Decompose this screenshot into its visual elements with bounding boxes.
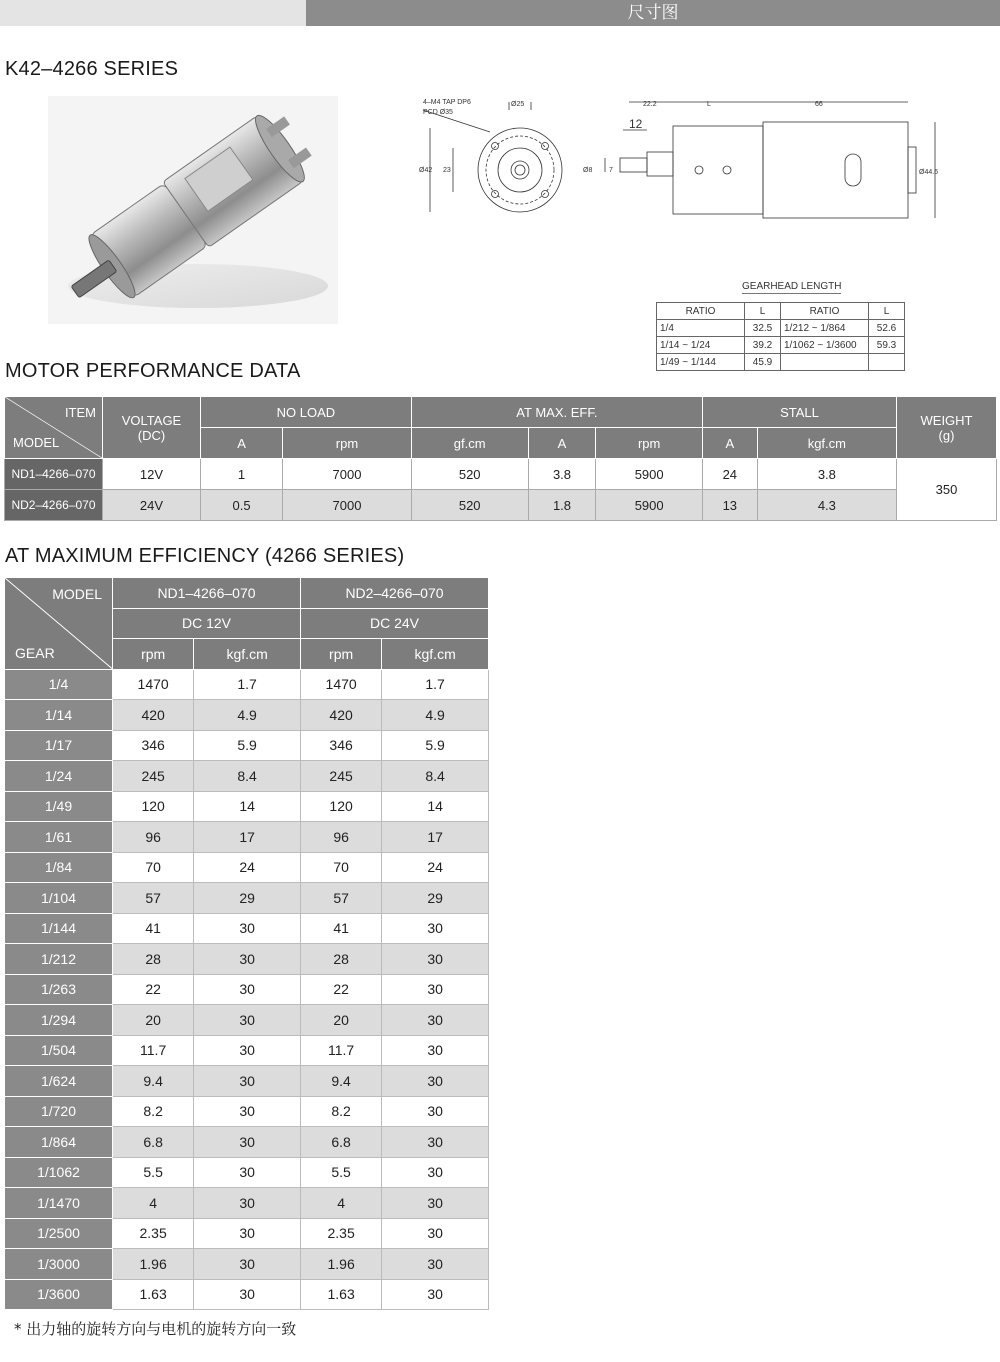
value-cell: 17 xyxy=(382,822,489,853)
value-cell: 14 xyxy=(382,791,489,822)
perf-title: MOTOR PERFORMANCE DATA xyxy=(5,360,301,382)
top-band-left xyxy=(0,0,306,26)
gear-cell: 1/294 xyxy=(5,1005,113,1036)
value-cell: 8.4 xyxy=(194,761,301,792)
value-cell: 1.7 xyxy=(194,669,301,700)
eff-title: AT MAXIMUM EFFICIENCY (4266 SERIES) xyxy=(5,545,405,567)
gear-cell: 1/2500 xyxy=(5,1218,113,1249)
value-cell: 1.96 xyxy=(300,1249,381,1280)
value-cell: 30 xyxy=(194,1035,301,1066)
value-cell: 4 xyxy=(300,1188,381,1219)
voltage-label: VOLTAGE xyxy=(121,412,182,428)
dim12-label: 12 xyxy=(629,117,643,131)
gear-cell: 1/84 xyxy=(5,852,113,883)
glt-cell: 52.6 xyxy=(869,320,905,337)
value-cell: 30 xyxy=(382,1035,489,1066)
value-cell: 30 xyxy=(382,1096,489,1127)
gearhead-length-table xyxy=(656,302,905,371)
sub-header: rpm xyxy=(283,428,412,459)
value-cell: 8.2 xyxy=(113,1096,194,1127)
weight-cell: 350 xyxy=(897,459,997,521)
value-cell: 96 xyxy=(113,822,194,853)
glt-cell: 59.3 xyxy=(869,337,905,354)
gear-cell: 1/263 xyxy=(5,974,113,1005)
model1-header: ND1–4266–070 xyxy=(113,578,301,609)
value-cell: 9.4 xyxy=(113,1066,194,1097)
value-cell: 420 xyxy=(300,700,381,731)
voltage-sub: (DC) xyxy=(137,427,166,443)
value-cell: 11.7 xyxy=(113,1035,194,1066)
cell: 1 xyxy=(201,459,283,490)
value-cell: 30 xyxy=(382,944,489,975)
series-title: K42–4266 SERIES xyxy=(5,58,179,80)
value-cell: 2.35 xyxy=(300,1218,381,1249)
dia44-label: Ø44.6 xyxy=(919,169,939,176)
cell: 7000 xyxy=(283,459,412,490)
dia25-label: Ø25 xyxy=(511,101,525,108)
value-cell: 30 xyxy=(194,1096,301,1127)
table-row xyxy=(5,459,997,490)
dc12-header: DC 12V xyxy=(113,608,301,639)
gear-cell: 1/3000 xyxy=(5,1249,113,1280)
dc24-header: DC 24V xyxy=(300,608,488,639)
table-row xyxy=(5,1035,489,1066)
dim7-label: 7 xyxy=(609,167,613,174)
gear-cell: 1/14 xyxy=(5,700,113,731)
glt-cell: 1/14 ~ 1/24 xyxy=(657,337,745,354)
glt-cell: 1/1062 ~ 1/3600 xyxy=(781,337,869,354)
model-cell: ND1–4266–070 xyxy=(5,459,103,490)
sub-header: rpm xyxy=(596,428,703,459)
value-cell: 30 xyxy=(382,1279,489,1310)
value-cell: 5.5 xyxy=(113,1157,194,1188)
value-cell: 245 xyxy=(300,761,381,792)
value-cell: 245 xyxy=(113,761,194,792)
kgf-header: kgf.cm xyxy=(382,639,489,670)
model-gear-header xyxy=(5,578,113,670)
gear-cell: 1/864 xyxy=(5,1127,113,1158)
value-cell: 30 xyxy=(382,1218,489,1249)
cell: 5900 xyxy=(596,490,703,521)
value-cell: 70 xyxy=(300,852,381,883)
gearhead-length-caption: GEARHEAD LENGTH xyxy=(742,281,842,292)
value-cell: 70 xyxy=(113,852,194,883)
weight-label: WEIGHT xyxy=(920,412,973,428)
gear-cell: 1/104 xyxy=(5,883,113,914)
efficiency-body xyxy=(5,669,489,1310)
value-cell: 57 xyxy=(300,883,381,914)
value-cell: 420 xyxy=(113,700,194,731)
value-cell: 30 xyxy=(382,1249,489,1280)
value-cell: 28 xyxy=(113,944,194,975)
value-cell: 9.4 xyxy=(300,1066,381,1097)
value-cell: 4 xyxy=(113,1188,194,1219)
footnote: * 出力轴的旋转方向与电机的旋转方向一致 xyxy=(14,1320,297,1338)
dia42-label: Ø42 xyxy=(419,167,433,174)
table-row xyxy=(5,669,489,700)
table-row xyxy=(5,1127,489,1158)
kgf-header: kgf.cm xyxy=(194,639,301,670)
table-row xyxy=(5,1279,489,1310)
value-cell: 346 xyxy=(113,730,194,761)
value-cell: 346 xyxy=(300,730,381,761)
table-row xyxy=(5,1066,489,1097)
voltage-header xyxy=(103,397,201,459)
value-cell: 2.35 xyxy=(113,1218,194,1249)
value-cell: 29 xyxy=(382,883,489,914)
glt-header: RATIO xyxy=(781,303,869,320)
value-cell: 30 xyxy=(382,1005,489,1036)
performance-table xyxy=(4,396,997,521)
glt-cell: 32.5 xyxy=(745,320,781,337)
table-row xyxy=(5,1005,489,1036)
value-cell: 22 xyxy=(113,974,194,1005)
table-row xyxy=(5,883,489,914)
value-cell: 30 xyxy=(194,913,301,944)
value-cell: 5.9 xyxy=(194,730,301,761)
cell: 520 xyxy=(411,459,528,490)
value-cell: 30 xyxy=(194,1157,301,1188)
table-row xyxy=(5,791,489,822)
cell: 1.8 xyxy=(528,490,596,521)
glt-cell xyxy=(869,354,905,371)
value-cell: 30 xyxy=(194,1066,301,1097)
value-cell: 29 xyxy=(194,883,301,914)
value-cell: 30 xyxy=(382,974,489,1005)
glt-cell: 45.9 xyxy=(745,354,781,371)
dia8-label: Ø8 xyxy=(583,167,593,174)
value-cell: 1.63 xyxy=(300,1279,381,1310)
value-cell: 24 xyxy=(382,852,489,883)
value-cell: 41 xyxy=(113,913,194,944)
gear-cell: 1/720 xyxy=(5,1096,113,1127)
value-cell: 1470 xyxy=(300,669,381,700)
value-cell: 1.63 xyxy=(113,1279,194,1310)
value-cell: 5.5 xyxy=(300,1157,381,1188)
glt-cell xyxy=(781,354,869,371)
table-row xyxy=(5,761,489,792)
value-cell: 30 xyxy=(194,1249,301,1280)
gear-cell: 1/1062 xyxy=(5,1157,113,1188)
gear-cell: 1/144 xyxy=(5,913,113,944)
value-cell: 30 xyxy=(194,1005,301,1036)
table-row xyxy=(5,1188,489,1219)
max-eff-header: AT MAX. EFF. xyxy=(411,397,702,428)
value-cell: 30 xyxy=(194,1188,301,1219)
cell: 0.5 xyxy=(201,490,283,521)
value-cell: 1.96 xyxy=(113,1249,194,1280)
value-cell: 120 xyxy=(300,791,381,822)
model2-header: ND2–4266–070 xyxy=(300,578,488,609)
page-header-title: 尺寸图 xyxy=(306,0,1000,26)
gear-cell: 1/504 xyxy=(5,1035,113,1066)
efficiency-table xyxy=(4,577,489,1310)
model-label: MODEL xyxy=(52,586,102,602)
motor-photo xyxy=(48,96,338,324)
cell: 3.8 xyxy=(757,459,896,490)
dim66-label: 66 xyxy=(815,101,823,108)
glt-row xyxy=(657,320,905,337)
table-row xyxy=(5,700,489,731)
no-load-header: NO LOAD xyxy=(201,397,412,428)
dim23-label: 23 xyxy=(443,167,451,174)
glt-cell: 39.2 xyxy=(745,337,781,354)
table-row xyxy=(5,913,489,944)
item-model-header xyxy=(5,397,103,459)
value-cell: 30 xyxy=(194,974,301,1005)
value-cell: 8.4 xyxy=(382,761,489,792)
cell: 7000 xyxy=(283,490,412,521)
value-cell: 17 xyxy=(194,822,301,853)
table-row xyxy=(5,944,489,975)
table-row xyxy=(5,730,489,761)
sub-header: kgf.cm xyxy=(757,428,896,459)
glt-row xyxy=(657,337,905,354)
gear-cell: 1/17 xyxy=(5,730,113,761)
value-cell: 120 xyxy=(113,791,194,822)
tap-label: 4–M4 TAP DP6 xyxy=(423,99,471,106)
value-cell: 11.7 xyxy=(300,1035,381,1066)
value-cell: 22 xyxy=(300,974,381,1005)
model-label: MODEL xyxy=(13,435,60,450)
glt-header: L xyxy=(869,303,905,320)
glt-header: RATIO xyxy=(657,303,745,320)
sub-header: A xyxy=(702,428,757,459)
weight-header xyxy=(897,397,997,459)
value-cell: 20 xyxy=(113,1005,194,1036)
table-row xyxy=(5,1096,489,1127)
sub-header: A xyxy=(201,428,283,459)
value-cell: 6.8 xyxy=(113,1127,194,1158)
value-cell: 30 xyxy=(382,1188,489,1219)
rpm-header: rpm xyxy=(113,639,194,670)
weight-sub: (g) xyxy=(938,427,955,443)
table-row xyxy=(5,822,489,853)
table-row xyxy=(5,852,489,883)
glt-cell: 1/212 ~ 1/864 xyxy=(781,320,869,337)
value-cell: 30 xyxy=(194,1279,301,1310)
cell: 12V xyxy=(103,459,201,490)
value-cell: 20 xyxy=(300,1005,381,1036)
value-cell: 5.9 xyxy=(382,730,489,761)
value-cell: 1.7 xyxy=(382,669,489,700)
value-cell: 30 xyxy=(382,913,489,944)
value-cell: 30 xyxy=(382,1066,489,1097)
stall-header: STALL xyxy=(702,397,896,428)
gear-cell: 1/49 xyxy=(5,791,113,822)
value-cell: 30 xyxy=(194,1127,301,1158)
gear-cell: 1/24 xyxy=(5,761,113,792)
rpm-header: rpm xyxy=(300,639,381,670)
value-cell: 28 xyxy=(300,944,381,975)
value-cell: 30 xyxy=(382,1157,489,1188)
value-cell: 4.9 xyxy=(382,700,489,731)
pcd-label: PCD Ø35 xyxy=(423,109,453,116)
value-cell: 30 xyxy=(194,944,301,975)
value-cell: 96 xyxy=(300,822,381,853)
table-row xyxy=(5,1249,489,1280)
glt-cell: 1/49 ~ 1/144 xyxy=(657,354,745,371)
table-row xyxy=(5,1218,489,1249)
dim22-label: 22.2 xyxy=(643,101,657,108)
table-row xyxy=(5,490,997,521)
value-cell: 30 xyxy=(194,1218,301,1249)
value-cell: 6.8 xyxy=(300,1127,381,1158)
value-cell: 4.9 xyxy=(194,700,301,731)
gear-cell: 1/624 xyxy=(5,1066,113,1097)
gear-cell: 1/212 xyxy=(5,944,113,975)
dimension-drawing xyxy=(415,92,945,232)
sub-header: gf.cm xyxy=(411,428,528,459)
table-row xyxy=(5,1157,489,1188)
cell: 520 xyxy=(411,490,528,521)
glt-cell: 1/4 xyxy=(657,320,745,337)
gear-label: GEAR xyxy=(15,644,55,661)
cell: 13 xyxy=(702,490,757,521)
cell: 4.3 xyxy=(757,490,896,521)
gear-cell: 1/4 xyxy=(5,669,113,700)
cell: 5900 xyxy=(596,459,703,490)
value-cell: 14 xyxy=(194,791,301,822)
cell: 3.8 xyxy=(528,459,596,490)
value-cell: 41 xyxy=(300,913,381,944)
sub-header: A xyxy=(528,428,596,459)
gear-cell: 1/61 xyxy=(5,822,113,853)
dimL-label: L xyxy=(707,101,711,108)
cell: 24 xyxy=(702,459,757,490)
table-row xyxy=(5,974,489,1005)
glt-row xyxy=(657,354,905,371)
value-cell: 1470 xyxy=(113,669,194,700)
item-label: ITEM xyxy=(64,405,96,420)
value-cell: 57 xyxy=(113,883,194,914)
top-band xyxy=(0,0,1000,26)
value-cell: 30 xyxy=(382,1127,489,1158)
glt-header: L xyxy=(745,303,781,320)
value-cell: 8.2 xyxy=(300,1096,381,1127)
value-cell: 24 xyxy=(194,852,301,883)
gear-cell: 1/1470 xyxy=(5,1188,113,1219)
gear-cell: 1/3600 xyxy=(5,1279,113,1310)
model-cell: ND2–4266–070 xyxy=(5,490,103,521)
cell: 24V xyxy=(103,490,201,521)
